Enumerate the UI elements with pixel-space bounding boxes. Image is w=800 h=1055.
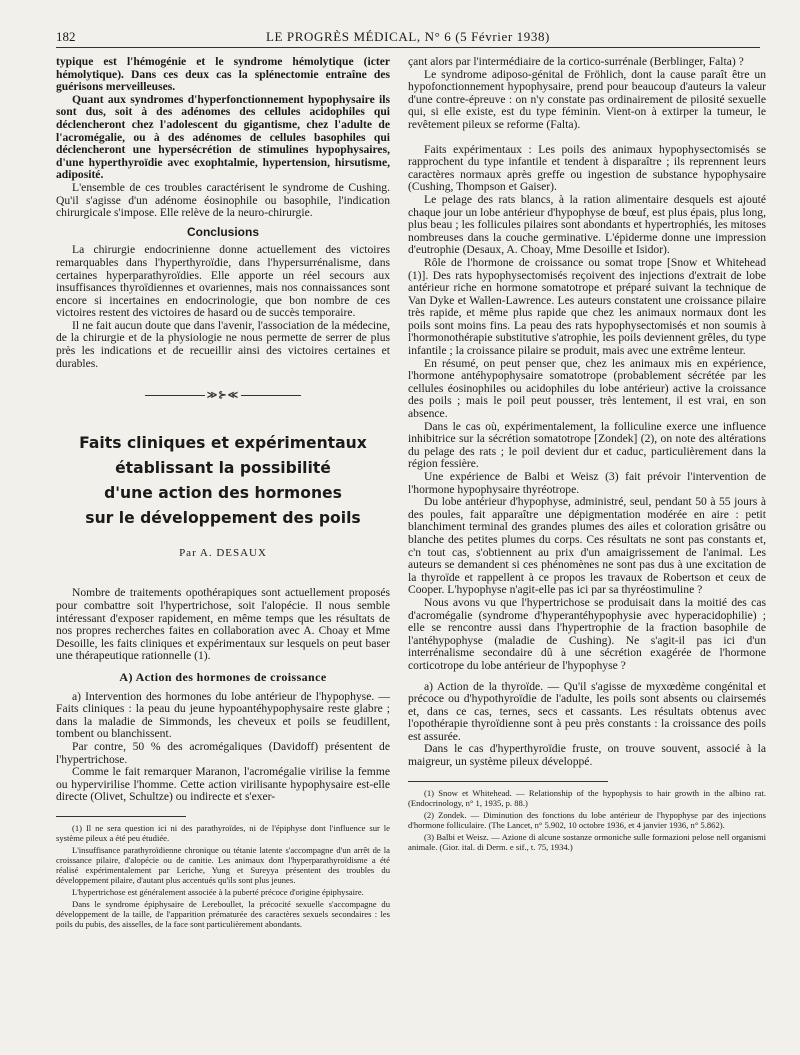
footnote-rule <box>56 816 186 817</box>
right-paragraph-6: En résumé, on peut penser que, chez les animaux mis en expérience, l'hormone antéhypophysaire somatotrope (probablement sécrétée par les cellules éosinophiles ou acidophiles du lobe antérieur) active la croissance des poils ; mais le poil peut pousser, très lentement, il est vrai, en son absence. <box>408 356 766 421</box>
conclusions-heading: Conclusions <box>186 224 259 239</box>
right-footnotes <box>408 788 766 852</box>
left-paragraph-6: Nombre de traitements opothérapiques sont actuellement proposés pour combattre soit l'hypertrichose, soit l'alopécie. Il nous semble intéressant d'exposer rapidement, en même temps que les résultats de nos propres recherches faites en collaboration avec A. Choay et Mme Desoille, les faits cliniques et expérimentaux sur lesquels on peut baser une thérapeutique rationnelle (1). <box>56 586 390 663</box>
right-paragraph-8: Une expérience de Balbi et Weisz (3) fait prévoir l'intervention de l'hormone hypophysaire thyréotrope. <box>408 470 766 496</box>
footnote-rule <box>408 781 608 782</box>
section-ornament: ≫⊱≪ <box>56 390 390 403</box>
right-paragraph-1: çant alors par l'intermédiaire de la cortico-surrénale (Berblinger, Falta) ? <box>408 55 744 68</box>
left-paragraph-8: Par contre, 50 % des acromégaliques (Davidoff) présentent de l'hypertrichose. <box>56 739 390 766</box>
right-paragraph-5: Rôle de l'hormone de croissance ou somat trope [Snow et Whitehead (1)]. Des rats hypophysectomisés reçoivent des injections d'extrait de lobe antérieur riche en hormone somatotrope et préparé suivant la technique de Van Dyke et Wallen-Lawrence. Les auteurs constatent une croissance pilaire très rapide, et même plus rapide que chez les animaux normaux dont les poils sont moins fins. La peau des rats hypophysectomisés et non soumis à l'hormonothérapie substitutive s'atrophie, les poils deviennent grêles, du type infantile ; la croissance pilaire se produit, mais avec une extrême lenteur. <box>408 255 766 358</box>
left-paragraph-5: Il ne fait aucun doute que dans l'avenir, l'association de la médecine, de la chirurgie et de la physiologie ne nous permette de serrer de plus près les indications et de recueillir ainsi des victoires certaines et durables. <box>56 318 390 370</box>
left-paragraph-3: L'ensemble de ces troubles caractérisent le syndrome de Cushing. Qu'il s'agisse d'un adénome éosinophile ou basophile, l'indication chirurgicale s'impose. Elle relève de la neuro-chirurgie. <box>56 180 390 220</box>
left-paragraph-7: a) Intervention des hormones du lobe antérieur de l'hypophyse. — Faits cliniques : la peau du jeune hypoantéhypophysaire reste glabre ; dans la maladie de Simmonds, les cheveux et poils se feudillent, tombent ou blanchissent. <box>56 689 390 741</box>
article-title <box>56 431 390 531</box>
right-paragraph-7: Dans le cas où, expérimentalement, la folliculine exerce une influence inhibitrice sur la sécrétion somatotrope [Zondek] (2), on note des altérations du pelage des rats ; le poil devient dur et caduc, particulièrement dans la région fessière. <box>408 419 766 471</box>
footnote-4: Dans le syndrome épiphysaire de Lereboullet, la précocité sexuelle s'accompagne du développement de la taille, de l'apparition prématurée des caractères sexuels secondaires : les poils du pubis, des aisselles, de la face sont particulièrement abondants. <box>56 898 390 929</box>
article-byline: Par A. DESAUX <box>179 546 267 559</box>
right-paragraph-11: a) Action de la thyroïde. — Qu'il s'agisse de myxœdème congénital et précoce ou d'hypothyroïdie de l'adulte, les poils sont absents ou clairsemés et, dans ce cas, ternes, secs et cassants. Les résultats obtenus avec l'opothérapie thyroïdienne sont à peu près constants : la croissance des poils est assurée. <box>408 679 766 743</box>
right-paragraph-10: Nous avons vu que l'hypertrichose se produisait dans la moitié des cas d'acromégalie (syndrome d'hyperantéhypophysie avec hyperacidophilie) ; elle se rencontre aussi dans l'hypertrophie de la fraction basophile de l'antéhypophyse (maladie de Cushing). Ne s'agit-il pas ici d'un interrénalisme secondaire dû à une sécrétion exagérée de l'hormone corticotrope du lobe antérieur de l'hypophyse ? <box>408 595 766 672</box>
page-number: 182 <box>56 29 76 44</box>
header-rule <box>56 47 760 48</box>
footnote-1: (1) Il ne sera question ici ni des parathyroïdes, ni de l'épiphyse dont l'influence sur le système pileux a été peu étudiée. <box>56 822 390 843</box>
article-title-line-3: d'une action des hormones <box>104 483 342 502</box>
article-title-line-4: sur le développement des poils <box>85 508 361 527</box>
footnote-2: (2) Zondek. — Diminution des fonctions du lobe antérieur de l'hypophyse par des injections d'hormone folliculaire. (The Lancet, n° 5.902, 10 octobre 1936, et 4 janvier 1936, n° 5.862). <box>408 809 766 830</box>
left-footnotes <box>56 823 390 929</box>
left-paragraph-1: typique est l'hémogénie et le syndrome hémolytique (icter hémolytique). Dans ces deux cas la splénectomie entraîne des guérisons merveilleuses. <box>56 55 390 94</box>
running-title: LE PROGRÈS MÉDICAL, N° 6 (5 Février 1938) <box>265 29 550 44</box>
left-column <box>56 56 390 931</box>
right-paragraph-9: Du lobe antérieur d'hypophyse, administré, seul, pendant 50 à 55 jours à des poules, fait apparaître une dépigmentation modérée en aire : petit blanchiment terminal des grandes plumes des ailes et coloration grisâtre ou blanche des petites plumes du corps. Ces résultats ne sont pas constants et, c'n tout cas, s'obtiennent au prix d'un amaigrissement de l'animal. Les auteurs se demandent si ces phénomènes ne sont pas dus à une excitation de la thyroïde et rappellent à ce propos les travaux de Robertson et ceux de Cooper. L'hypophyse n'agit-elle pas ici par sa thyréostimuline ? <box>408 495 766 597</box>
left-paragraph-4: La chirurgie endocrinienne donne actuellement des victoires remarquables dans l'hyperthyroïdie, dans l'hypersurrénalisme, dans certaines hyperparathyroïdies. Elle apporte un réel secours aux insuffisances thyroïdiennes et ovariennes, mais nos connaissances sont encore si incertaines en endocrinologie, que bon nombre de ces victoires restent des victoires de hasard ou de succès temporaire. <box>56 243 390 320</box>
right-paragraph-12: Dans le cas d'hyperthyroïdie fruste, on trouve souvent, associé à la maigreur, un système pileux développé. <box>408 742 766 769</box>
right-paragraph-4: Le pelage des rats blancs, à la ration alimentaire desquels est ajouté chaque jour un lobe antérieur d'hypophyse de bœuf, est plus épais, plus long, plus beau ; les follicules pilaires sont abondants et hypertrophiés, les mitoses nombreuses dans la couche germinative. L'épiderme donne une impression d'eutrophie (Desaux, A. Choay, Mme Desoille et Isidor). <box>408 192 766 257</box>
footnote-1: (1) Snow et Whitehead. — Relationship of the hypophysis to hair growth in the albino rat. (Endocrinology, n° 1, 1935, p. 88.) <box>408 787 766 808</box>
footnote-3: L'hypertrichose est généralement associée à la puberté précoce d'origine épiphysaire. <box>72 886 364 897</box>
left-paragraph-2: Quant aux syndromes d'hyperfonctionnement hypophysaire ils sont dus, soit à des adénomes des cellules acidophiles qui déclencheront chez l'adolescent du gigantisme, chez l'adulte de l'acromégalie, ou à des adénomes de cellules basophiles qui déclencheront une hypersécrétion de stimulines hypophysaires, d'une hyperthyroïdie avec exophtalmie, hypertension, hirsutisme, adiposité. <box>56 92 390 182</box>
footnote-3: (3) Balbi et Weisz. — Azione di alcune sostanze ormoniche sulle formazioni pelose nell organismi animale. (Gior. ital. di Derm. e sif., t. 75, 1934.) <box>408 831 766 852</box>
right-column <box>408 56 766 854</box>
article-title-line-1: Faits cliniques et expérimentaux <box>79 433 367 452</box>
subhead-a: A) Action des hormones de croissance <box>119 670 327 684</box>
running-header <box>56 29 760 49</box>
right-paragraph-3: Faits expérimentaux : Les poils des animaux hypophysectomisés se rapprochent du type infantile et tendent à disparaître ; ils reprennent leurs caractères normaux après greffe ou ingestion de substance hypophysaire (Cushing, Thompson et Gaiser). <box>408 142 766 194</box>
right-paragraph-2: Le syndrome adiposo-génital de Fröhlich, dont la cause paraît être un hypofonctionnement hypophysaire, prend pour beaucoup d'auteurs la valeur d'une contre-épreuve : on n'y constate pas ordinairement de pilosité sexuelle qui, si elle existe, est du type féminin. Vient-on à extirper la tumeur, le revêtement pileux se reforme (Falta). <box>408 67 766 131</box>
footnote-2: L'insuffisance parathyroïdienne chronique ou tétanie latente s'accompagne d'un arrêt de la croissance pilaire, d'alopécie ou de canitie. Les animaux dont l'hyperparathyroïdisme a été réalisé expérimentalement par Leriche, Yung et Sureyya présentent des troubles du développement pilaire, d'autant plus accentués qu'ils sont plus jeunes. <box>56 844 390 885</box>
left-paragraph-9: Comme le fait remarquer Maranon, l'acromégalie virilise la femme ou hypervirilise l'homme. Cette action virilisante hypophysaire est-elle directe (Olivet, Schultze) ou indirecte et s'exer- <box>56 765 390 804</box>
article-title-line-2: établissant la possibilité <box>115 458 331 477</box>
